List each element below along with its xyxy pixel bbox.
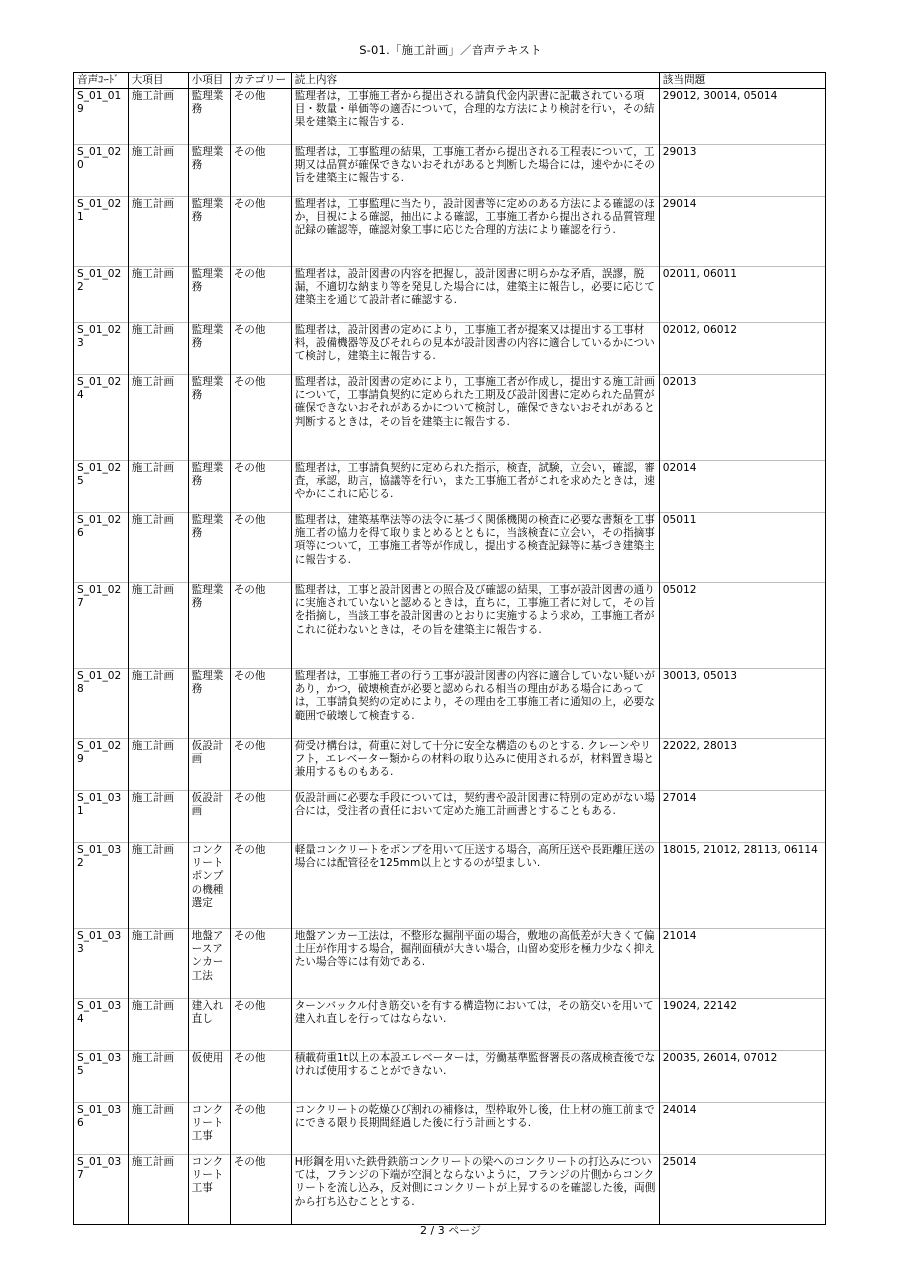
cell-read-text: 監理者は，工事請負契約に定められた指示，検査，試験，立会い，確認，審査，承認，助言，協議等を行い，また工事施工者がこれを求めたときは，速やかにこれに応じる. [291, 461, 659, 513]
cell-problems: 21014 [659, 929, 825, 999]
page-title: S-01.「施工計画」／音声テキスト [359, 43, 542, 57]
cell-main-item: 施工計画 [128, 1051, 188, 1103]
voice-text-table [73, 72, 826, 1225]
cell-main-item: 施工計画 [128, 669, 188, 739]
cell-sub-item: 監理業務 [188, 513, 230, 583]
table-row [74, 1051, 826, 1103]
cell-problems: 18015, 21012, 28113, 06114 [659, 843, 825, 929]
cell-sub-item: 建入れ直し [188, 999, 230, 1051]
cell-sub-item: 地盤アースアンカー工法 [188, 929, 230, 999]
cell-category: その他 [230, 323, 291, 375]
cell-category: その他 [230, 89, 291, 145]
cell-sub-item: 監理業務 [188, 197, 230, 267]
table-header-row [74, 73, 826, 89]
cell-problems: 20035, 26014, 07012 [659, 1051, 825, 1103]
cell-problems: 29012, 30014, 05014 [659, 89, 825, 145]
cell-sub-item: コンクリートポンプの機種選定 [188, 843, 230, 929]
cell-code: S_01_029 [74, 739, 129, 791]
table-row [74, 461, 826, 513]
cell-main-item: 施工計画 [128, 145, 188, 197]
cell-read-text: 監理者は，工事監理の結果，工事施工者から提出される工程表について，工期又は品質が確保できないおそれがあると判断した場合には，速やかにその旨を建築主に報告する. [291, 145, 659, 197]
cell-sub-item: コンクリート工事 [188, 1103, 230, 1155]
cell-problems: 30013, 05013 [659, 669, 825, 739]
table-row [74, 929, 826, 999]
table-row [74, 375, 826, 461]
table-row [74, 267, 826, 323]
table-row [74, 843, 826, 929]
cell-code: S_01_032 [74, 843, 129, 929]
cell-code: S_01_023 [74, 323, 129, 375]
cell-read-text: H形鋼を用いた鉄骨鉄筋コンクリートの梁へのコンクリートの打込みについては，フランジの下端が空洞とならないように，フランジの片側からコンクリートを流し込み，反対側にコンクリートが上昇するのを確認した後，両側から打ち込むこととする. [291, 1155, 659, 1225]
cell-code: S_01_036 [74, 1103, 129, 1155]
cell-problems: 02011, 06011 [659, 267, 825, 323]
cell-read-text: 地盤アンカー工法は，不整形な掘削平面の場合，敷地の高低差が大きくて偏土圧が作用する場合，掘削面積が大きい場合，山留め変形を極力少なく抑えたい場合等には有効である. [291, 929, 659, 999]
cell-code: S_01_025 [74, 461, 129, 513]
cell-main-item: 施工計画 [128, 739, 188, 791]
cell-sub-item: 仮設計画 [188, 739, 230, 791]
table-row [74, 197, 826, 267]
cell-main-item: 施工計画 [128, 267, 188, 323]
cell-category: その他 [230, 197, 291, 267]
cell-main-item: 施工計画 [128, 513, 188, 583]
cell-read-text: 軽量コンクリートをポンプを用いて圧送する場合，高所圧送や長距離圧送の場合には配管径を125mm以上とするのが望ましい. [291, 843, 659, 929]
cell-problems: 29013 [659, 145, 825, 197]
cell-read-text: 監理者は，設計図書の定めにより，工事施工者が作成し，提出する施工計画について，工事請負契約に定められた工期及び設計図書に定められた品質が確保できないおそれがあるかについて検討し，確保できないおそれがあると判断するときは，その旨を建築主に報告する. [291, 375, 659, 461]
cell-main-item: 施工計画 [128, 791, 188, 843]
cell-category: その他 [230, 929, 291, 999]
cell-code: S_01_031 [74, 791, 129, 843]
cell-read-text: コンクリートの乾燥ひび割れの補修は，型枠取外し後，仕上材の施工前までにできる限り長期間経過した後に行う計画とする. [291, 1103, 659, 1155]
cell-problems: 19024, 22142 [659, 999, 825, 1051]
cell-category: その他 [230, 375, 291, 461]
cell-category: その他 [230, 999, 291, 1051]
cell-category: その他 [230, 1103, 291, 1155]
cell-read-text: 監理者は，工事監理に当たり，設計図書等に定めのある方法による確認のほか，目視による確認，抽出による確認，工事施工者から提出される品質管理記録の確認等，確認対象工事に応じた合理的方法により確認を行う. [291, 197, 659, 267]
cell-problems: 22022, 28013 [659, 739, 825, 791]
cell-category: その他 [230, 461, 291, 513]
cell-problems: 02013 [659, 375, 825, 461]
header-read-text: 読上内容 [291, 73, 659, 89]
cell-category: その他 [230, 791, 291, 843]
cell-category: その他 [230, 267, 291, 323]
table-row [74, 999, 826, 1051]
table-row [74, 513, 826, 583]
page-number: 2 / 3 ページ [420, 1224, 481, 1237]
table-row [74, 89, 826, 145]
cell-sub-item: 監理業務 [188, 583, 230, 669]
header-category: カテゴリー [230, 73, 291, 89]
cell-code: S_01_022 [74, 267, 129, 323]
cell-code: S_01_035 [74, 1051, 129, 1103]
cell-category: その他 [230, 583, 291, 669]
cell-main-item: 施工計画 [128, 375, 188, 461]
cell-problems: 24014 [659, 1103, 825, 1155]
header-main-item: 大項目 [128, 73, 188, 89]
cell-main-item: 施工計画 [128, 323, 188, 375]
cell-sub-item: 監理業務 [188, 461, 230, 513]
cell-main-item: 施工計画 [128, 999, 188, 1051]
cell-read-text: 監理者は，工事と設計図書との照合及び確認の結果，工事が設計図書の通りに実施されていないと認めるときは，直ちに，工事施工者に対して，その旨を指摘し，当該工事を設計図書のとおりに実施するよう求め，工事施工者がこれに従わないときは，その旨を建築主に報告する. [291, 583, 659, 669]
cell-code: S_01_033 [74, 929, 129, 999]
table-row [74, 583, 826, 669]
cell-problems: 05012 [659, 583, 825, 669]
cell-main-item: 施工計画 [128, 197, 188, 267]
cell-code: S_01_026 [74, 513, 129, 583]
table-body [74, 89, 826, 1225]
header-code: 音声ｺｰﾄﾞ [74, 73, 129, 89]
cell-sub-item: 監理業務 [188, 89, 230, 145]
cell-main-item: 施工計画 [128, 583, 188, 669]
cell-main-item: 施工計画 [128, 1103, 188, 1155]
cell-sub-item: 監理業務 [188, 669, 230, 739]
cell-read-text: 荷受け構台は，荷重に対して十分に安全な構造のものとする. クレーンやリフト，エレベーター類からの材料の取り込みに使用されるが，材料置き場と兼用するものもある. [291, 739, 659, 791]
cell-problems: 29014 [659, 197, 825, 267]
cell-problems: 02012, 06012 [659, 323, 825, 375]
cell-category: その他 [230, 739, 291, 791]
cell-read-text: 積載荷重1t以上の本設エレベーターは，労働基準監督署長の落成検査後でなければ使用することができない. [291, 1051, 659, 1103]
cell-read-text: 監理者は，設計図書の定めにより，工事施工者が提案又は提出する工事材料，設備機器等及びそれらの見本が設計図書の内容に適合しているかについて検討し，建築主に報告する. [291, 323, 659, 375]
table-row [74, 323, 826, 375]
cell-category: その他 [230, 1051, 291, 1103]
cell-sub-item: 仮使用 [188, 1051, 230, 1103]
table-row [74, 1155, 826, 1225]
cell-read-text: 監理者は，工事施工者の行う工事が設計図書の内容に適合していない疑いがあり，かつ，破壊検査が必要と認められる相当の理由がある場合にあっては，工事請負契約の定めにより，その理由を工事施工者に通知の上，必要な範囲で破壊して検査する. [291, 669, 659, 739]
cell-code: S_01_037 [74, 1155, 129, 1225]
cell-main-item: 施工計画 [128, 461, 188, 513]
cell-code: S_01_021 [74, 197, 129, 267]
cell-main-item: 施工計画 [128, 843, 188, 929]
cell-main-item: 施工計画 [128, 89, 188, 145]
cell-sub-item: コンクリート工事 [188, 1155, 230, 1225]
cell-category: その他 [230, 1155, 291, 1225]
table-row [74, 791, 826, 843]
cell-problems: 05011 [659, 513, 825, 583]
cell-sub-item: 仮設計画 [188, 791, 230, 843]
cell-read-text: 監理者は，設計図書の内容を把握し，設計図書に明らかな矛盾，誤謬，脱漏，不適切な納まり等を発見した場合には，建築主に報告し，必要に応じて建築主を通じて設計者に確認する. [291, 267, 659, 323]
cell-problems: 25014 [659, 1155, 825, 1225]
cell-category: その他 [230, 513, 291, 583]
cell-code: S_01_020 [74, 145, 129, 197]
cell-category: その他 [230, 669, 291, 739]
cell-category: その他 [230, 145, 291, 197]
table-row [74, 1103, 826, 1155]
cell-code: S_01_027 [74, 583, 129, 669]
cell-code: S_01_019 [74, 89, 129, 145]
cell-sub-item: 監理業務 [188, 145, 230, 197]
cell-read-text: ターンバックル付き筋交いを有する構造物においては，その筋交いを用いて建入れ直しを行ってはならない. [291, 999, 659, 1051]
table-row [74, 669, 826, 739]
cell-read-text: 仮設計画に必要な手段については，契約書や設計図書に特別の定めがない場合には，受注者の責任において定めた施工計画書とすることもある. [291, 791, 659, 843]
header-sub-item: 小項目 [188, 73, 230, 89]
cell-category: その他 [230, 843, 291, 929]
table-row [74, 145, 826, 197]
cell-sub-item: 監理業務 [188, 267, 230, 323]
cell-code: S_01_024 [74, 375, 129, 461]
cell-problems: 02014 [659, 461, 825, 513]
cell-read-text: 監理者は，工事施工者から提出される請負代金内訳書に記載されている項目・数量・単価等の適否について，合理的な方法により検討を行い，その結果を建築主に報告する. [291, 89, 659, 145]
cell-problems: 27014 [659, 791, 825, 843]
header-problems: 該当問題 [659, 73, 825, 89]
cell-sub-item: 監理業務 [188, 375, 230, 461]
cell-main-item: 施工計画 [128, 1155, 188, 1225]
cell-main-item: 施工計画 [128, 929, 188, 999]
cell-code: S_01_034 [74, 999, 129, 1051]
cell-sub-item: 監理業務 [188, 323, 230, 375]
table-row [74, 739, 826, 791]
cell-code: S_01_028 [74, 669, 129, 739]
cell-read-text: 監理者は，建築基準法等の法令に基づく関係機関の検査に必要な書類を工事施工者の協力を得て取りまとめるとともに，当該検査に立会い，その指摘事項等について，工事施工者等が作成し，提出する検査記録等に基づき建築主に報告する. [291, 513, 659, 583]
